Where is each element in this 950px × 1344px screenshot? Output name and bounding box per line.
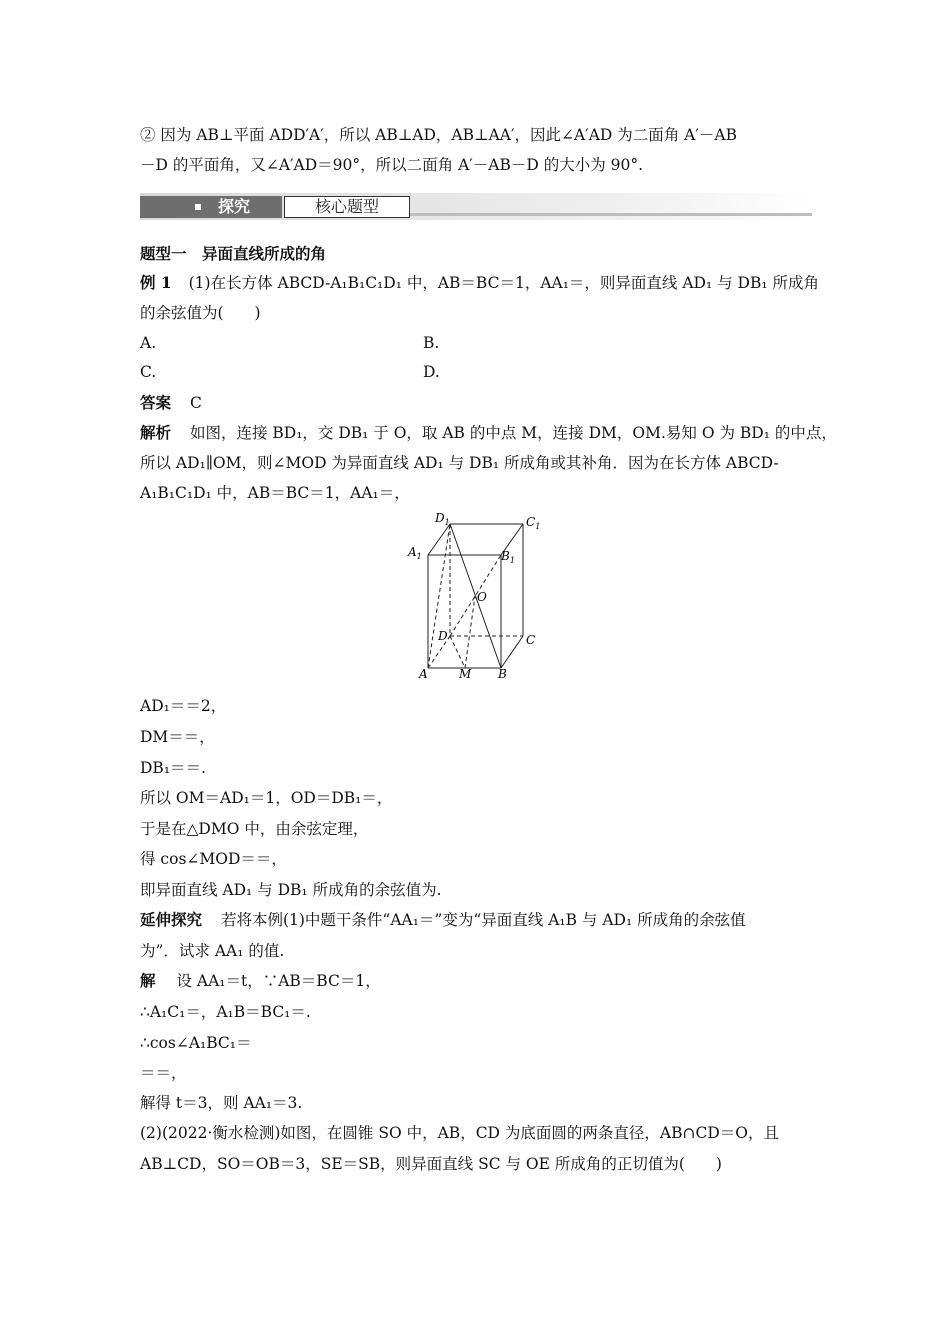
type-title: 题型一 异面直线所成的角 <box>140 244 327 263</box>
label-C1: $C_1$ <box>526 515 541 531</box>
answer-value: C <box>189 394 202 412</box>
option-c: C. <box>140 363 157 381</box>
banner-right-label: 核心题型 <box>284 196 410 218</box>
calc-line-5: 于是在△DMO 中，由余弦定理， <box>140 820 369 838</box>
calc-line-1: AD₁＝＝2， <box>140 697 227 715</box>
label-D: D <box>438 629 448 643</box>
option-a: A. <box>140 334 157 352</box>
example-2-line-a: (2)(2022·衡水检测)如图，在圆锥 SO 中，AB，CD 为底面圆的两条直径，AB∩CD＝O，且 <box>140 1124 779 1142</box>
option-d: D. <box>423 363 440 381</box>
banner-stripe <box>410 213 812 216</box>
analysis-line-2: 所以 AD₁∥OM，则∠MOD 为异面直线 AD₁ 与 DB₁ 所成角或其补角．因为在长方体 ABCD- <box>140 454 779 472</box>
banner-left <box>140 196 282 218</box>
label-M: M <box>459 667 472 680</box>
seg-AD1 <box>428 524 450 668</box>
option-b: B. <box>423 334 440 352</box>
calc-line-3: DB₁＝＝. <box>140 759 206 777</box>
label-B: B <box>498 667 507 680</box>
label-A1: $A_1$ <box>408 545 422 561</box>
label-O: O <box>477 590 487 604</box>
calc-line-7: 即异面直线 AD₁ 与 DB₁ 所成角的余弦值为. <box>140 881 442 899</box>
solution-label: 解 <box>140 971 156 990</box>
cuboid-figure <box>405 510 545 680</box>
calc-line-6: 得 cos∠MOD＝＝， <box>140 850 287 868</box>
solution-line-4: ＝＝， <box>140 1064 187 1082</box>
extension-text-1: 若将本例(1)中题干条件“AA₁＝”变为“异面直线 A₁B 与 AD₁ 所成角的余弦值 <box>220 911 746 929</box>
seg-OM <box>465 596 475 668</box>
solution-line-5: 解得 t＝3，则 AA₁＝3. <box>140 1094 303 1112</box>
analysis-line-1 <box>140 422 837 444</box>
label-C: C <box>526 633 536 647</box>
extension-label: 延伸探究 <box>140 910 203 929</box>
solution-line-3: ∴cos∠A₁BC₁＝ <box>140 1034 252 1052</box>
solution-line-2: ∴A₁C₁＝，A₁B＝BC₁＝. <box>140 1003 311 1021</box>
edge-A1D1 <box>428 524 450 555</box>
edge-BC <box>501 636 523 668</box>
label-D1: $D_1$ <box>435 511 450 527</box>
diag-BD1 <box>450 524 501 668</box>
extension-line-2: 为”．试求 AA₁ 的值. <box>140 942 285 960</box>
example-1-line-a <box>140 272 820 294</box>
example-2-line-b: AB⊥CD，SO＝OB＝3，SE＝SB，则异面直线 SC 与 OE 所成角的正切值为( ) <box>140 1155 722 1173</box>
example-1-line-b: 的余弦值为( ) <box>140 304 261 322</box>
example-1-text: (1)在长方体 ABCD-A₁B₁C₁D₁ 中，AB＝BC＝1，AA₁＝，则异面直线 AD₁ 与 DB₁ 所成角 <box>188 274 820 292</box>
option-row-1 <box>140 332 812 354</box>
calc-line-2: DM＝＝， <box>140 728 215 746</box>
text-line-2: －D 的平面角，又∠A′AD＝90°，所以二面角 A′－AB－D 的大小为 90°. <box>140 156 644 174</box>
seg-DM <box>450 636 465 668</box>
analysis-text-1: 如图，连接 BD₁，交 DB₁ 于 O，取 AB 的中点 M，连接 DM，OM.易知 O 为 BD₁ 的中点， <box>189 424 837 442</box>
answer-label: 答案 <box>140 393 172 412</box>
section-banner <box>140 193 812 220</box>
answer-line <box>140 392 812 414</box>
solution-text-1: 设 AA₁＝t，∵AB＝BC＝1， <box>176 972 381 990</box>
calc-line-4: 所以 OM＝AD₁＝1，OD＝DB₁＝， <box>140 789 393 807</box>
square-icon <box>195 204 201 210</box>
analysis-line-3: A₁B₁C₁D₁ 中，AB＝BC＝1，AA₁＝， <box>140 484 410 502</box>
extension-line-1 <box>140 909 812 931</box>
option-row-2 <box>140 361 812 383</box>
example-label: 例 1 <box>140 273 172 292</box>
label-B1: $B_1$ <box>501 549 515 565</box>
banner-left-label: 探究 <box>218 197 251 216</box>
text-line-1: ② 因为 AB⊥平面 ADD′A′，所以 AB⊥AD，AB⊥AA′，因此∠A′AD 为二面角 A′－AB <box>140 126 737 144</box>
label-A: A <box>419 667 428 680</box>
analysis-label: 解析 <box>140 423 172 442</box>
solution-line-1 <box>140 970 812 992</box>
